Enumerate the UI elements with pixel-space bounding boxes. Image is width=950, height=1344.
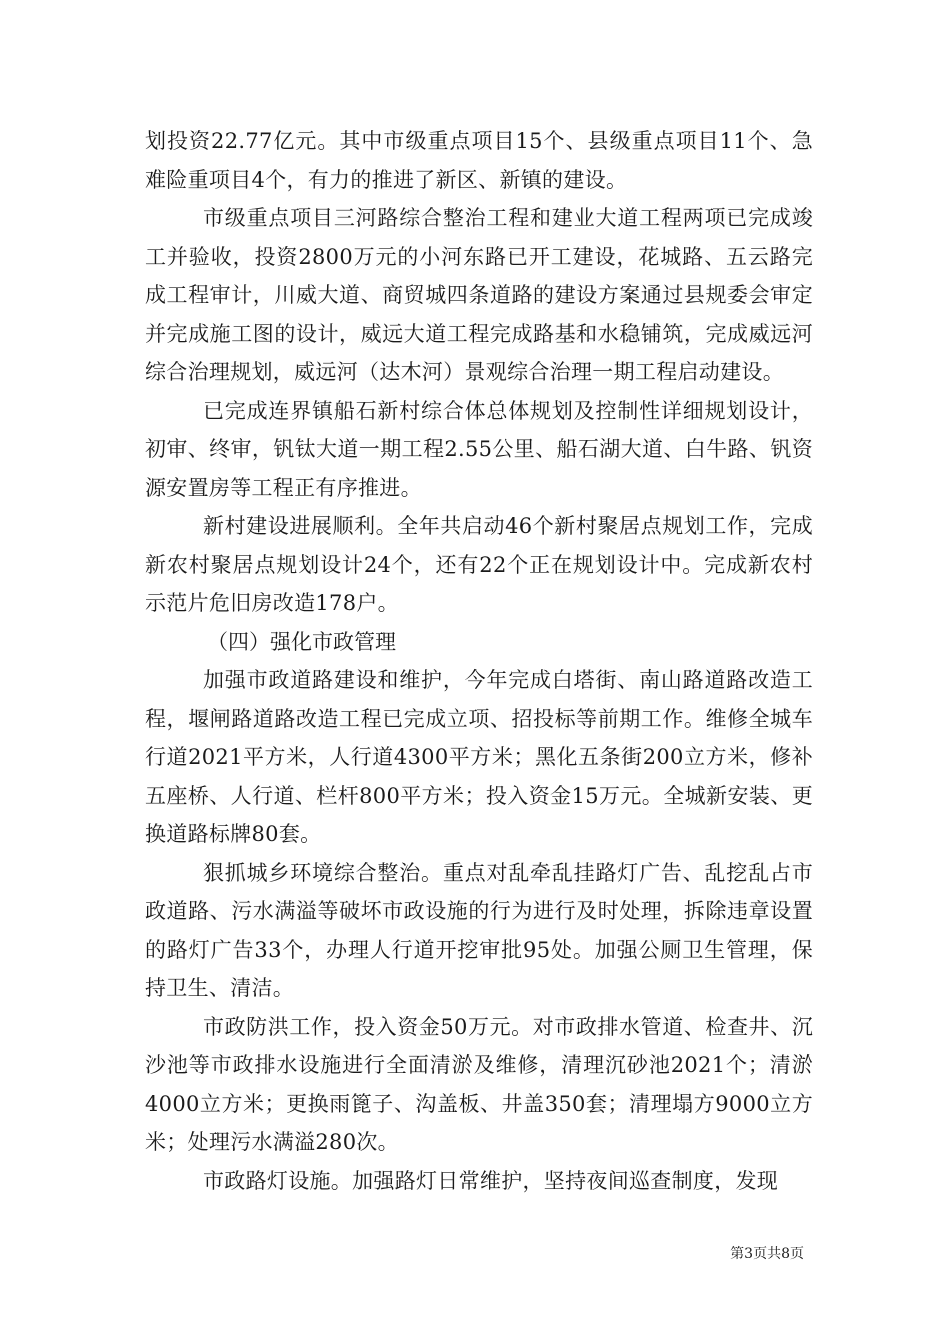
paragraph-flood-control: 市政防洪工作，投入资金50万元。对市政排水管道、检查井、沉沙池等市政排水设施进行全面清淤及维修，清理沉砂池2021个；清淤4000立方米；更换雨篦子、沟盖板、井盖350套；清理塌方9000立方米；处理污水满溢280次。 <box>145 1014 813 1154</box>
paragraph-environment: 狠抓城乡环境综合整治。重点对乱牵乱挂路灯广告、乱挖乱占市政道路、污水满溢等破坏市政设施的行为进行及时处理，拆除违章设置的路灯广告33个，办理人行道开挖审批95处。加强公厕卫生管理，保持卫生、清洁。 <box>145 860 813 1000</box>
paragraph-key-projects: 市级重点项目三河路综合整治工程和建业大道工程两项已完成竣工并验收，投资2800万元的小河东路已开工建设，花城路、五云路完成工程审计，川威大道、商贸城四条道路的建设方案通过县规委会审定并完成施工图的设计，威远大道工程完成路基和水稳铺筑，完成威远河综合治理规划，威远河（达木河）景观综合治理一期工程启动建设。 <box>145 206 813 384</box>
paragraph-lianjie-town: 已完成连界镇船石新村综合体总体规划及控制性详细规划设计，初审、终审，钒钛大道一期工程2.55公里、船石湖大道、白牛路、钒资源安置房等工程正有序推进。 <box>145 398 813 500</box>
paragraph-continued: 划投资22.77亿元。其中市级重点项目15个、县级重点项目11个、急难险重项目4个，有力的推进了新区、新镇的建设。 <box>145 129 813 192</box>
paragraph-new-village: 新村建设进展顺利。全年共启动46个新村聚居点规划工作，完成新农村聚居点规划设计24个，还有22个正在规划设计中。完成新农村示范片危旧房改造178户。 <box>145 514 813 615</box>
section-heading: （四）强化市政管理 <box>207 629 396 654</box>
paragraph-street-lights: 市政路灯设施。加强路灯日常维护，坚持夜间巡查制度，发现 <box>203 1168 779 1193</box>
page-number-footer: 第3页共8页 <box>730 1246 804 1262</box>
paragraph-road-maintenance: 加强市政道路建设和维护，今年完成白塔街、南山路道路改造工程，堰闸路道路改造工程已完成立项、招投标等前期工作。维修全城车行道2021平方米，人行道4300平方米；黑化五条街200立方米，修补五座桥、人行道、栏杆800平方米；投入资金15万元。全城新安装、更换道路标牌80套。 <box>145 668 813 846</box>
document-body <box>145 122 813 1200</box>
